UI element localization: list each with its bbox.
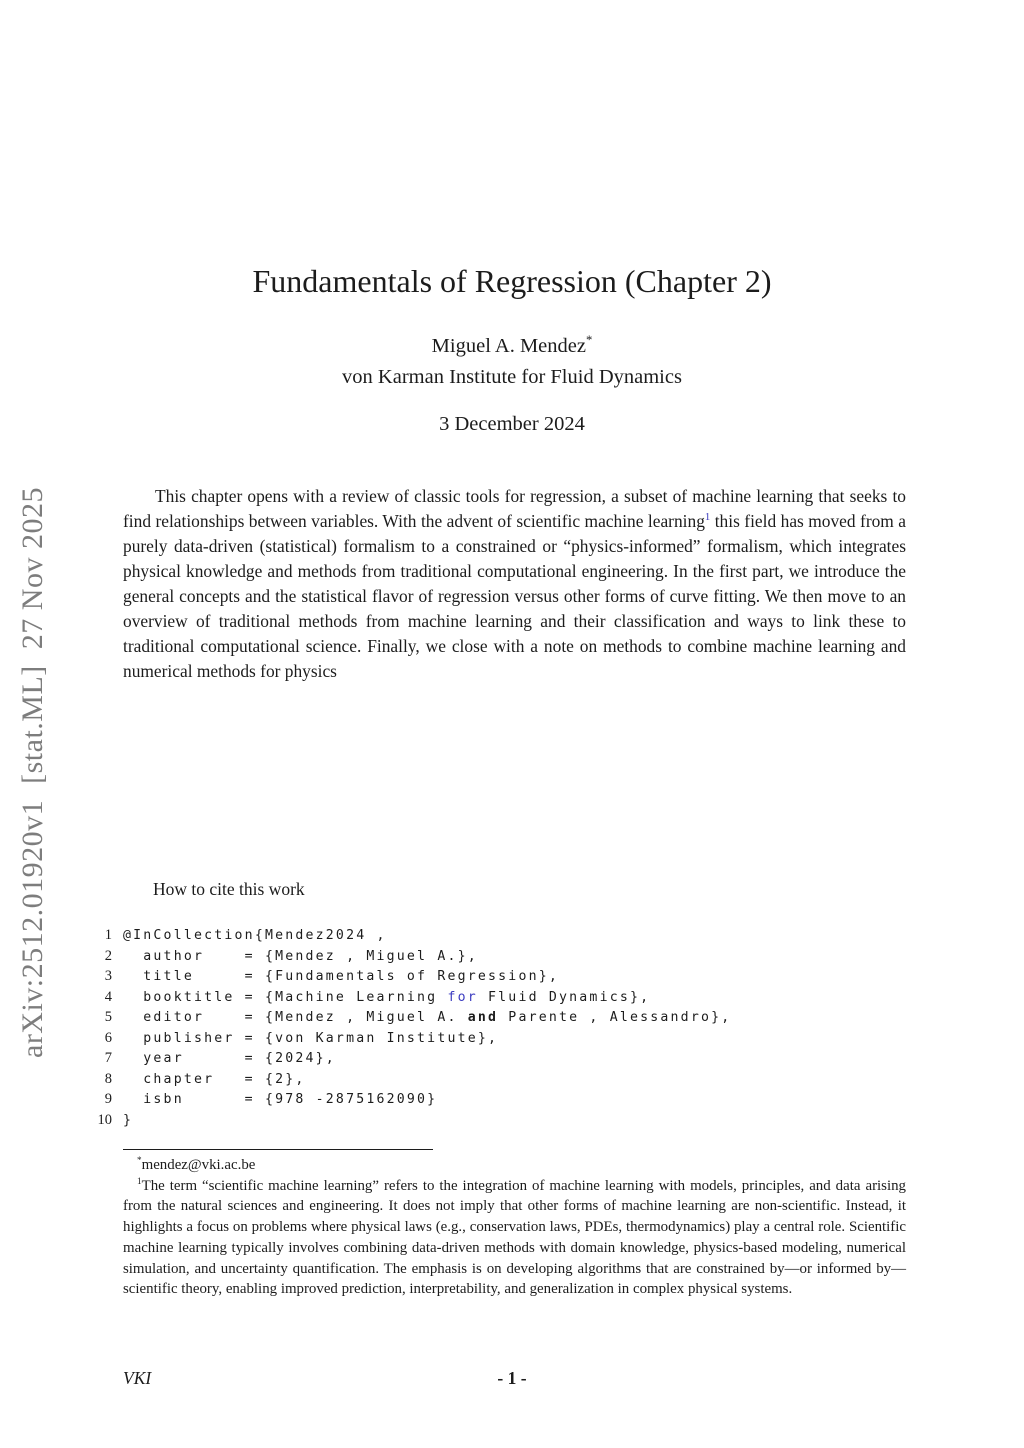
footnote-one-text: The term “scientific machine learning” refers to the integration of machine learning with models, principles, and data arising from the natural sciences and engineering. It does not imply that other forms of machine learning are non-scientific. Instead, it highlights a focus on problems where physical laws (e.g., conservation laws, PDEs, thermodynamics) play a central role. Scientific machine learning typically involves combining data-driven methods with domain knowledge, physics-based modeling, numerical simulation, and uncertainty quantification. The emphasis is on developing algorithms that are constrained by—or informed by—scientific theory, enabling improved prediction, interpretability, and generalization in complex physical systems. xyxy=(123,1177,906,1298)
cite-section-heading: How to cite this work xyxy=(153,879,305,899)
code-line: 8 chapter = {2}, xyxy=(76,1071,916,1092)
arxiv-watermark: arXiv:2512.01920v1 [stat.ML] 27 Nov 2025 xyxy=(16,487,49,1058)
footnote-email xyxy=(123,1155,906,1176)
bibtex-code-block xyxy=(76,927,916,1132)
line-number: 1 xyxy=(104,927,112,943)
footnote-one xyxy=(123,1176,906,1300)
abstract-text-before-ref: This chapter opens with a review of classic tools for regression, a subset of machine learning that seeks to find relationships between variables. With the advent of scientific machine learning xyxy=(123,486,906,531)
code-line: 6 publisher = {von Karman Institute}, xyxy=(76,1030,916,1051)
line-number: 5 xyxy=(104,1009,112,1025)
footnote-separator xyxy=(123,1149,433,1150)
author-line xyxy=(0,335,1024,358)
footnotes-block xyxy=(123,1155,906,1300)
code-line: 2 author = {Mendez , Miguel A.}, xyxy=(76,948,916,969)
footer-vki-label: VKI xyxy=(123,1368,152,1388)
code-line: 1 @InCollection{Mendez2024 , xyxy=(76,927,916,948)
paper-title: Fundamentals of Regression (Chapter 2) xyxy=(252,263,772,299)
code-line: 5 editor = {Mendez , Miguel A. and Parente , Alessandro}, xyxy=(76,1009,916,1030)
paper-date: 3 December 2024 xyxy=(439,413,585,435)
code-line: 4 booktitle = {Machine Learning for Fluid Dynamics}, xyxy=(76,989,916,1010)
footnote-star-mark: * xyxy=(137,1155,142,1166)
author-name: Miguel A. Mendez xyxy=(431,335,586,357)
line-number: 6 xyxy=(104,1029,112,1046)
footnote-ref-link[interactable]: 1 xyxy=(704,511,711,524)
abstract-text-after-ref: this field has moved from a purely data-driven (statistical) formalism to a constrained or “physics-informed” formalism, which integrates physical knowledge and methods from traditional computational engineering. In the first part, we introduce the general concepts and the statistical flavor of regression versus other forms of curve fitting. We then move to an overview of traditional methods from machine learning and their classification and ways to link these to traditional computational science. Finally, we close with a note on methods to combine machine learning and numerical methods for physics xyxy=(123,511,906,681)
code-line: 10 } xyxy=(76,1112,916,1133)
code-line: 9 isbn = {978 -2875162090} xyxy=(76,1091,916,1112)
affiliation: von Karman Institute for Fluid Dynamics xyxy=(342,366,682,388)
line-number: 7 xyxy=(104,1050,112,1066)
code-line: 3 title = {Fundamentals of Regression}, xyxy=(76,968,916,989)
line-number: 8 xyxy=(104,1070,112,1087)
page-number: - 1 - xyxy=(497,1368,527,1388)
author-footnote-mark: * xyxy=(585,333,593,348)
footnote-one-mark: 1 xyxy=(137,1175,142,1186)
line-number: 10 xyxy=(97,1111,112,1128)
line-number: 4 xyxy=(104,988,112,1005)
line-number: 3 xyxy=(104,968,112,984)
line-number: 9 xyxy=(104,1091,112,1107)
line-number: 2 xyxy=(104,947,112,964)
code-line: 7 year = {2024}, xyxy=(76,1050,916,1071)
footnote-email-text: mendez@vki.ac.be xyxy=(141,1157,256,1173)
abstract-paragraph xyxy=(123,484,906,684)
